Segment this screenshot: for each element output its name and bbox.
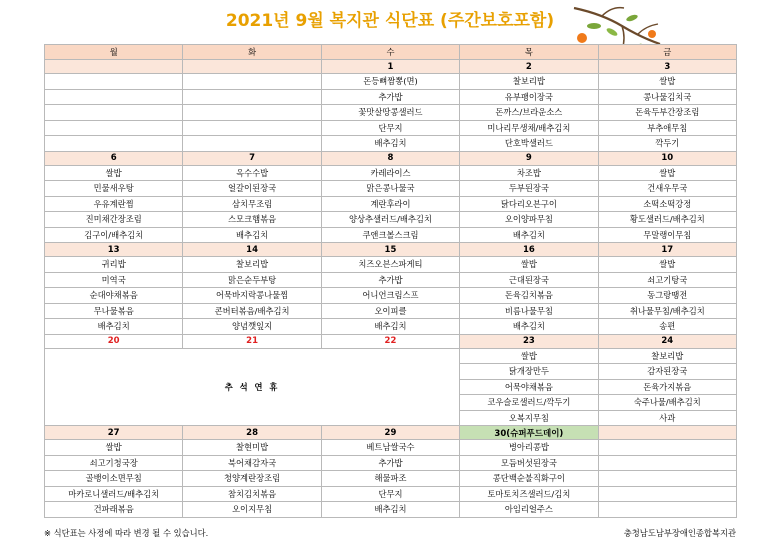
menu-item: 숙주나물/배추김치 bbox=[598, 395, 736, 411]
date-cell bbox=[598, 426, 736, 440]
menu-item: 오이양파무침 bbox=[460, 212, 598, 228]
date-cell: 2 bbox=[460, 60, 598, 74]
menu-item: 배추김치 bbox=[183, 227, 321, 243]
menu-item: 취나물무침/배추김치 bbox=[598, 303, 736, 319]
menu-item: 쇠고기청국장 bbox=[45, 455, 183, 471]
date-cell: 10 bbox=[598, 151, 736, 165]
date-cell: 7 bbox=[183, 151, 321, 165]
menu-item: 어묵바지락콩나물찜 bbox=[183, 288, 321, 304]
menu-item: 쇠고기탕국 bbox=[598, 272, 736, 288]
meal-row bbox=[45, 502, 737, 518]
menu-item bbox=[45, 136, 183, 152]
menu-table bbox=[44, 44, 737, 518]
menu-item: 어묵야채볶음 bbox=[460, 379, 598, 395]
menu-item: 닭다리오븐구이 bbox=[460, 196, 598, 212]
menu-item: 쌀밥 bbox=[598, 74, 736, 90]
meal-row bbox=[45, 89, 737, 105]
meal-row bbox=[45, 227, 737, 243]
menu-item: 송편 bbox=[598, 319, 736, 335]
weekday-header-row bbox=[45, 45, 737, 60]
menu-item: 삼치무조림 bbox=[183, 196, 321, 212]
menu-item bbox=[598, 440, 736, 456]
date-cell: 21 bbox=[183, 334, 321, 348]
date-cell: 1 bbox=[321, 60, 459, 74]
menu-item: 스모크햄볶음 bbox=[183, 212, 321, 228]
date-cell: 22 bbox=[321, 334, 459, 348]
menu-item: 배추김치 bbox=[321, 502, 459, 518]
date-cell bbox=[183, 60, 321, 74]
menu-item bbox=[45, 105, 183, 121]
menu-item: 두부된장국 bbox=[460, 181, 598, 197]
menu-item bbox=[45, 74, 183, 90]
menu-item: 감자된장국 bbox=[598, 364, 736, 380]
menu-item: 병아리콩밥 bbox=[460, 440, 598, 456]
menu-item bbox=[183, 105, 321, 121]
menu-item: 순대야채볶음 bbox=[45, 288, 183, 304]
menu-item: 콩단백순불직화구이 bbox=[460, 471, 598, 487]
menu-item: 유부팽이장국 bbox=[460, 89, 598, 105]
meal-row bbox=[45, 348, 737, 364]
menu-item: 무말랭이무침 bbox=[598, 227, 736, 243]
menu-item: 배추김치 bbox=[321, 319, 459, 335]
meal-row bbox=[45, 74, 737, 90]
weekday-header: 화 bbox=[183, 45, 321, 60]
menu-item: 오복지무침 bbox=[460, 410, 598, 426]
menu-item: 마카로니샐러드/배추김치 bbox=[45, 486, 183, 502]
meal-row bbox=[45, 319, 737, 335]
menu-item: 배추김치 bbox=[460, 227, 598, 243]
meal-row bbox=[45, 440, 737, 456]
menu-item bbox=[183, 120, 321, 136]
date-row bbox=[45, 426, 737, 440]
menu-item: 깍두기 bbox=[598, 136, 736, 152]
menu-item: 꽃맛살땅콩샐러드 bbox=[321, 105, 459, 121]
menu-item: 카레라이스 bbox=[321, 165, 459, 181]
meal-row bbox=[45, 120, 737, 136]
date-row bbox=[45, 243, 737, 257]
menu-item: 맑은순두부탕 bbox=[183, 272, 321, 288]
menu-item: 아임리얼주스 bbox=[460, 502, 598, 518]
menu-item: 닭개장만두 bbox=[460, 364, 598, 380]
meal-row bbox=[45, 196, 737, 212]
menu-item: 부추애무침 bbox=[598, 120, 736, 136]
meal-row bbox=[45, 105, 737, 121]
date-cell: 15 bbox=[321, 243, 459, 257]
meal-row bbox=[45, 471, 737, 487]
date-cell: 24 bbox=[598, 334, 736, 348]
menu-item: 양념깻잎지 bbox=[183, 319, 321, 335]
menu-item: 맑은콩나물국 bbox=[321, 181, 459, 197]
menu-item: 북어채감자국 bbox=[183, 455, 321, 471]
menu-item: 쌀밥 bbox=[598, 257, 736, 273]
meal-row bbox=[45, 288, 737, 304]
menu-item bbox=[598, 486, 736, 502]
menu-item: 오이피클 bbox=[321, 303, 459, 319]
date-cell: 8 bbox=[321, 151, 459, 165]
menu-item: 추가밥 bbox=[321, 455, 459, 471]
menu-item: 무나물볶음 bbox=[45, 303, 183, 319]
date-row bbox=[45, 334, 737, 348]
weekday-header: 금 bbox=[598, 45, 736, 60]
date-cell: 13 bbox=[45, 243, 183, 257]
date-cell: 17 bbox=[598, 243, 736, 257]
date-cell: 6 bbox=[45, 151, 183, 165]
menu-item: 민물새우탕 bbox=[45, 181, 183, 197]
menu-item: 찰보리밥 bbox=[183, 257, 321, 273]
meal-row bbox=[45, 181, 737, 197]
menu-item: 단무지 bbox=[321, 486, 459, 502]
menu-item: 돈육가지볶음 bbox=[598, 379, 736, 395]
menu-item bbox=[598, 455, 736, 471]
date-cell: 23 bbox=[460, 334, 598, 348]
date-row bbox=[45, 60, 737, 74]
date-cell bbox=[45, 60, 183, 74]
menu-item: 단무지 bbox=[321, 120, 459, 136]
date-cell: 20 bbox=[45, 334, 183, 348]
menu-item: 진미채간장조림 bbox=[45, 212, 183, 228]
menu-item: 양상추샐러드/배추김치 bbox=[321, 212, 459, 228]
menu-item: 골뱅이소면무침 bbox=[45, 471, 183, 487]
menu-item: 비름나물무침 bbox=[460, 303, 598, 319]
menu-item: 귀리밥 bbox=[45, 257, 183, 273]
meal-row bbox=[45, 257, 737, 273]
menu-item: 쌀밥 bbox=[598, 165, 736, 181]
menu-item bbox=[183, 89, 321, 105]
menu-item: 건새우무국 bbox=[598, 181, 736, 197]
menu-item: 단호박샐러드 bbox=[460, 136, 598, 152]
menu-item bbox=[183, 136, 321, 152]
menu-item: 김구이/배추김치 bbox=[45, 227, 183, 243]
menu-item: 돈등뼈짬뽕(면) bbox=[321, 74, 459, 90]
menu-item: 돈까스/브라운소스 bbox=[460, 105, 598, 121]
menu-item: 미나리무생채/배추김치 bbox=[460, 120, 598, 136]
menu-item bbox=[598, 502, 736, 518]
menu-item bbox=[45, 120, 183, 136]
date-row bbox=[45, 151, 737, 165]
meal-row bbox=[45, 136, 737, 152]
date-cell: 27 bbox=[45, 426, 183, 440]
date-cell: 14 bbox=[183, 243, 321, 257]
menu-item bbox=[45, 89, 183, 105]
menu-item bbox=[183, 74, 321, 90]
weekday-header: 월 bbox=[45, 45, 183, 60]
menu-item: 차조밥 bbox=[460, 165, 598, 181]
menu-item: 배추김치 bbox=[321, 136, 459, 152]
menu-item: 찰보리밥 bbox=[598, 348, 736, 364]
menu-item: 미역국 bbox=[45, 272, 183, 288]
menu-item: 코우슬로샐러드/깍두기 bbox=[460, 395, 598, 411]
menu-item bbox=[598, 471, 736, 487]
date-cell: 3 bbox=[598, 60, 736, 74]
menu-item: 돈육두부간장조림 bbox=[598, 105, 736, 121]
date-cell: 9 bbox=[460, 151, 598, 165]
meal-row bbox=[45, 165, 737, 181]
menu-item: 돈육김치볶음 bbox=[460, 288, 598, 304]
menu-item: 근대된장국 bbox=[460, 272, 598, 288]
menu-item: 찰현미밥 bbox=[183, 440, 321, 456]
menu-item: 찰보리밥 bbox=[460, 74, 598, 90]
menu-item: 동그랑땡전 bbox=[598, 288, 736, 304]
menu-item: 건파래볶음 bbox=[45, 502, 183, 518]
footer-organization: 충청남도남부장애인종합복지관 bbox=[623, 528, 736, 538]
menu-item: 추가밥 bbox=[321, 89, 459, 105]
menu-item: 얼갈이된장국 bbox=[183, 181, 321, 197]
menu-item: 해물파조 bbox=[321, 471, 459, 487]
menu-item: 베트남쌀국수 bbox=[321, 440, 459, 456]
menu-item: 배추김치 bbox=[45, 319, 183, 335]
menu-item: 추가밥 bbox=[321, 272, 459, 288]
holiday-cell: 추 석 연 휴 bbox=[45, 348, 460, 426]
date-cell: 16 bbox=[460, 243, 598, 257]
menu-item: 참치김치볶음 bbox=[183, 486, 321, 502]
menu-item: 치즈오븐스파게티 bbox=[321, 257, 459, 273]
weekday-header: 목 bbox=[460, 45, 598, 60]
footer-note: ※ 식단표는 사정에 따라 변경 될 수 있습니다. bbox=[44, 528, 209, 538]
meal-row bbox=[45, 272, 737, 288]
date-cell: 29 bbox=[321, 426, 459, 440]
menu-item: 쌀밥 bbox=[460, 348, 598, 364]
menu-item: 청양계란장조림 bbox=[183, 471, 321, 487]
meal-row bbox=[45, 455, 737, 471]
page-title: 2021년 9월 복지관 식단표 (주간보호포함) bbox=[225, 11, 555, 31]
menu-item: 쿠앤크볼스크림 bbox=[321, 227, 459, 243]
meal-row bbox=[45, 212, 737, 228]
menu-item: 토마토치즈샐러드/김치 bbox=[460, 486, 598, 502]
meal-row bbox=[45, 303, 737, 319]
menu-item: 옥수수밥 bbox=[183, 165, 321, 181]
menu-item: 소떡소떡강정 bbox=[598, 196, 736, 212]
menu-item: 어니언크림스프 bbox=[321, 288, 459, 304]
meal-row bbox=[45, 486, 737, 502]
date-cell: 30(슈퍼푸드데이) bbox=[460, 426, 598, 440]
weekday-header: 수 bbox=[321, 45, 459, 60]
menu-item: 계란후라이 bbox=[321, 196, 459, 212]
menu-item: 오이지무침 bbox=[183, 502, 321, 518]
menu-item: 쌀밥 bbox=[45, 440, 183, 456]
menu-item: 쌀밥 bbox=[45, 165, 183, 181]
date-cell: 28 bbox=[183, 426, 321, 440]
menu-item: 콩나물김치국 bbox=[598, 89, 736, 105]
menu-item: 배추김치 bbox=[460, 319, 598, 335]
menu-item: 콘버터볶음/배추김치 bbox=[183, 303, 321, 319]
menu-item: 우유계란찜 bbox=[45, 196, 183, 212]
menu-item: 사과 bbox=[598, 410, 736, 426]
menu-item: 모듬버섯된장국 bbox=[460, 455, 598, 471]
menu-item: 쌀밥 bbox=[460, 257, 598, 273]
menu-item: 황도샐러드/배추김치 bbox=[598, 212, 736, 228]
